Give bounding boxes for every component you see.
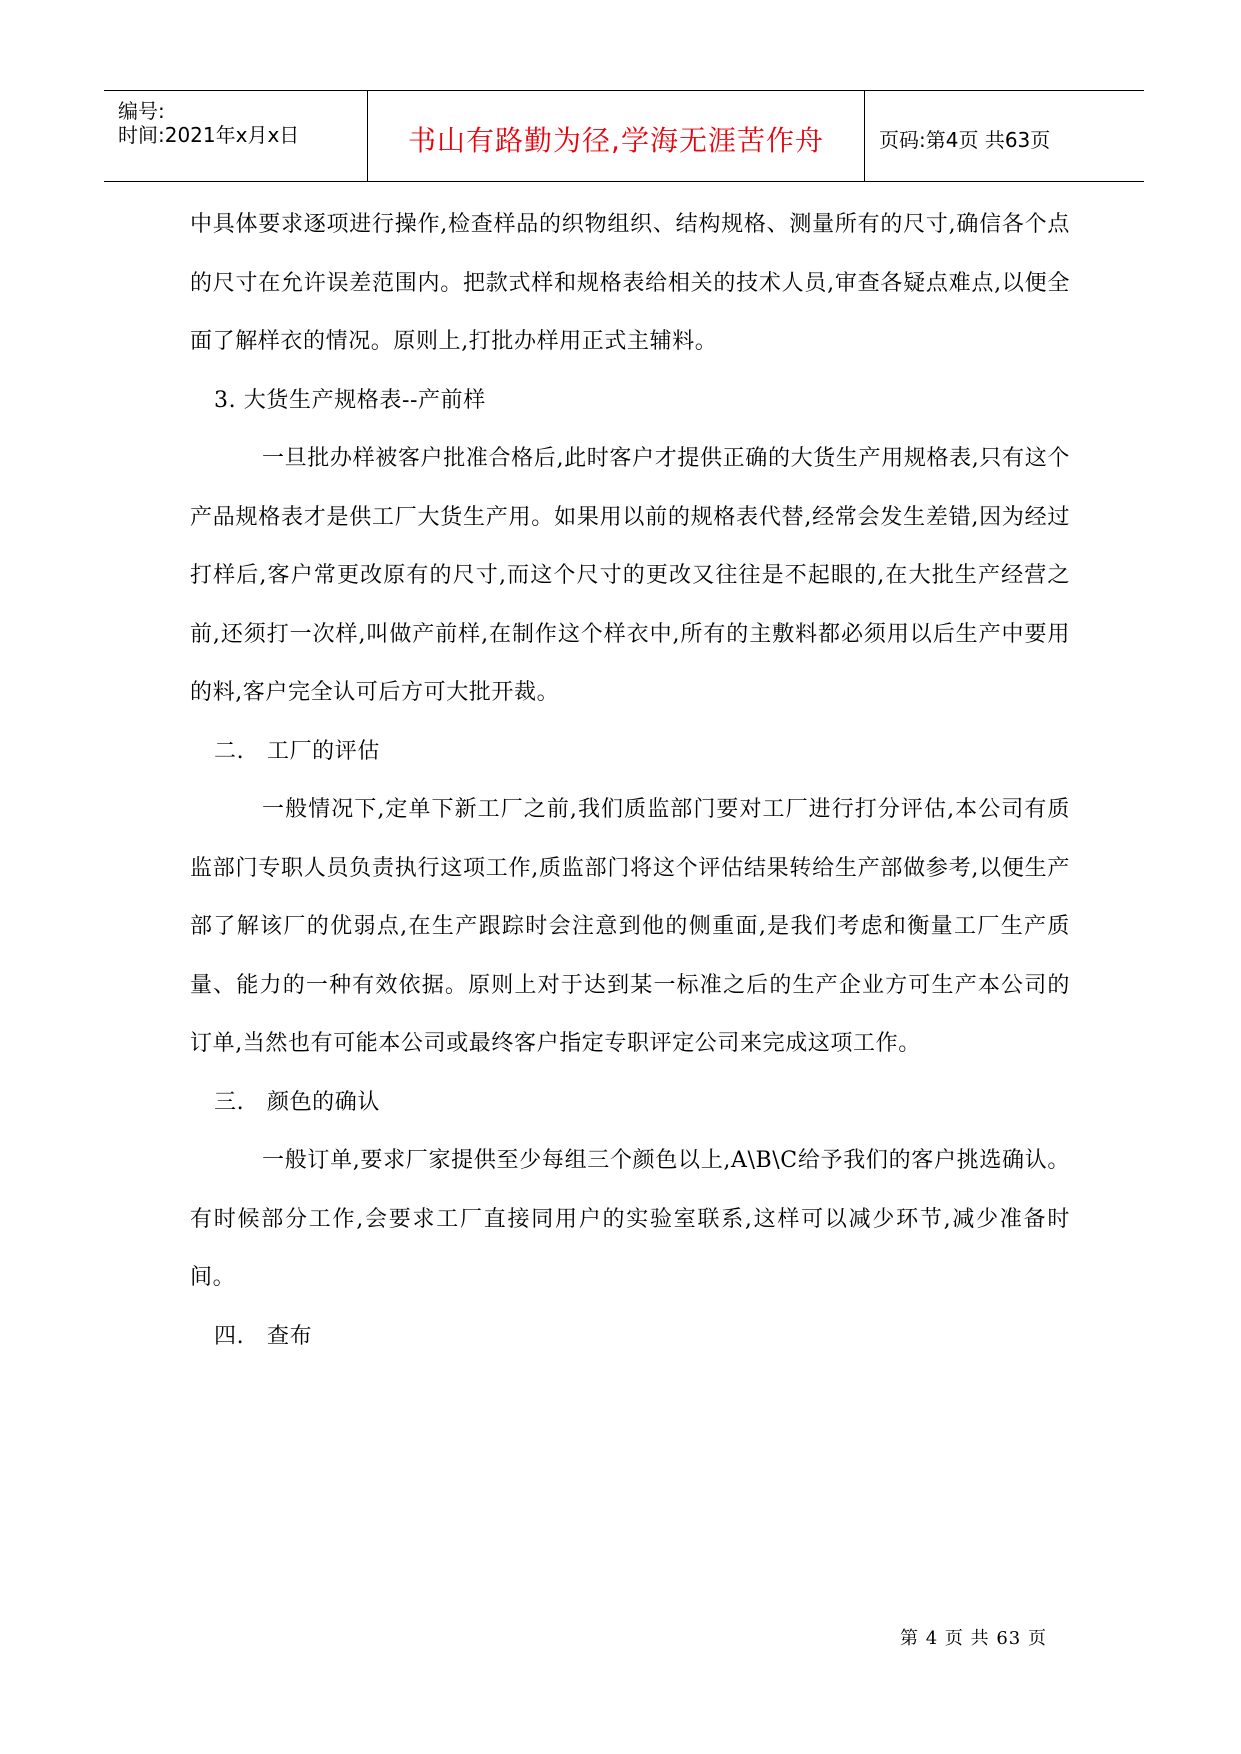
page-footer: 第 4 页 共 63 页	[900, 1628, 1047, 1649]
document-number-label: 编号:	[118, 99, 165, 123]
paragraph-pre-production-sample: 一旦批办样被客户批准合格后,此时客户才提供正确的大货生产用规格表,只有这个产品规格表才是供工厂大货生产用。如果用以前的规格表代替,经常会发生差错,因为经过打样后,客户常更改原有的尺寸,而这个尺寸的更改又往往是不起眼的,在大批生产经营之前,还须打一次样,叫做产前样,在制作这个样衣中,所有的主敷料都必须用以后生产中要用的料,客户完全认可后方可大批开裁。	[190, 446, 1070, 705]
header-page-number: 页码:第4页 共63页	[879, 128, 1051, 152]
document-header	[104, 90, 1144, 182]
document-body	[190, 196, 1070, 1366]
header-motto-cell	[368, 91, 865, 181]
paragraph-color-confirmation: 一般订单,要求厂家提供至少每组三个颜色以上,A\B\C给予我们的客户挑选确认。有时候部分工作,会要求工厂直接同用户的实验室联系,这样可以减少环节,减少准备时间。	[190, 1148, 1070, 1290]
motto-text: 书山有路勤为径,学海无涯苦作舟	[408, 124, 824, 157]
paragraph-continued: 中具体要求逐项进行操作,检查样品的织物组织、结构规格、测量所有的尺寸,确信各个点的尺寸在允许误差范围内。把款式样和规格表给相关的技术人员,审查各疑点难点,以便全面了解样衣的情况。原则上,打批办样用正式主辅料。	[190, 212, 1070, 354]
subheading-bulk-spec: 3. 大货生产规格表--产前样	[214, 387, 486, 413]
section-heading-factory-evaluation: 二. 工厂的评估	[214, 738, 380, 764]
paragraph-factory-evaluation: 一般情况下,定单下新工厂之前,我们质监部门要对工厂进行打分评估,本公司有质监部门专职人员负责执行这项工作,质监部门将这个评估结果转给生产部做参考,以便生产部了解该厂的优弱点,在生产跟踪时会注意到他的侧重面,是我们考虑和衡量工厂生产质量、能力的一种有效依据。原则上对于达到某一标准之后的生产企业方可生产本公司的订单,当然也有可能本公司或最终客户指定专职评定公司来完成这项工作。	[190, 797, 1070, 1056]
section-heading-color-confirmation: 三. 颜色的确认	[214, 1089, 380, 1115]
document-time-label: 时间:2021年x月x日	[118, 123, 300, 147]
header-page-cell	[865, 91, 1144, 181]
header-info-cell	[104, 91, 368, 181]
section-heading-fabric-inspection: 四. 查布	[214, 1323, 313, 1349]
